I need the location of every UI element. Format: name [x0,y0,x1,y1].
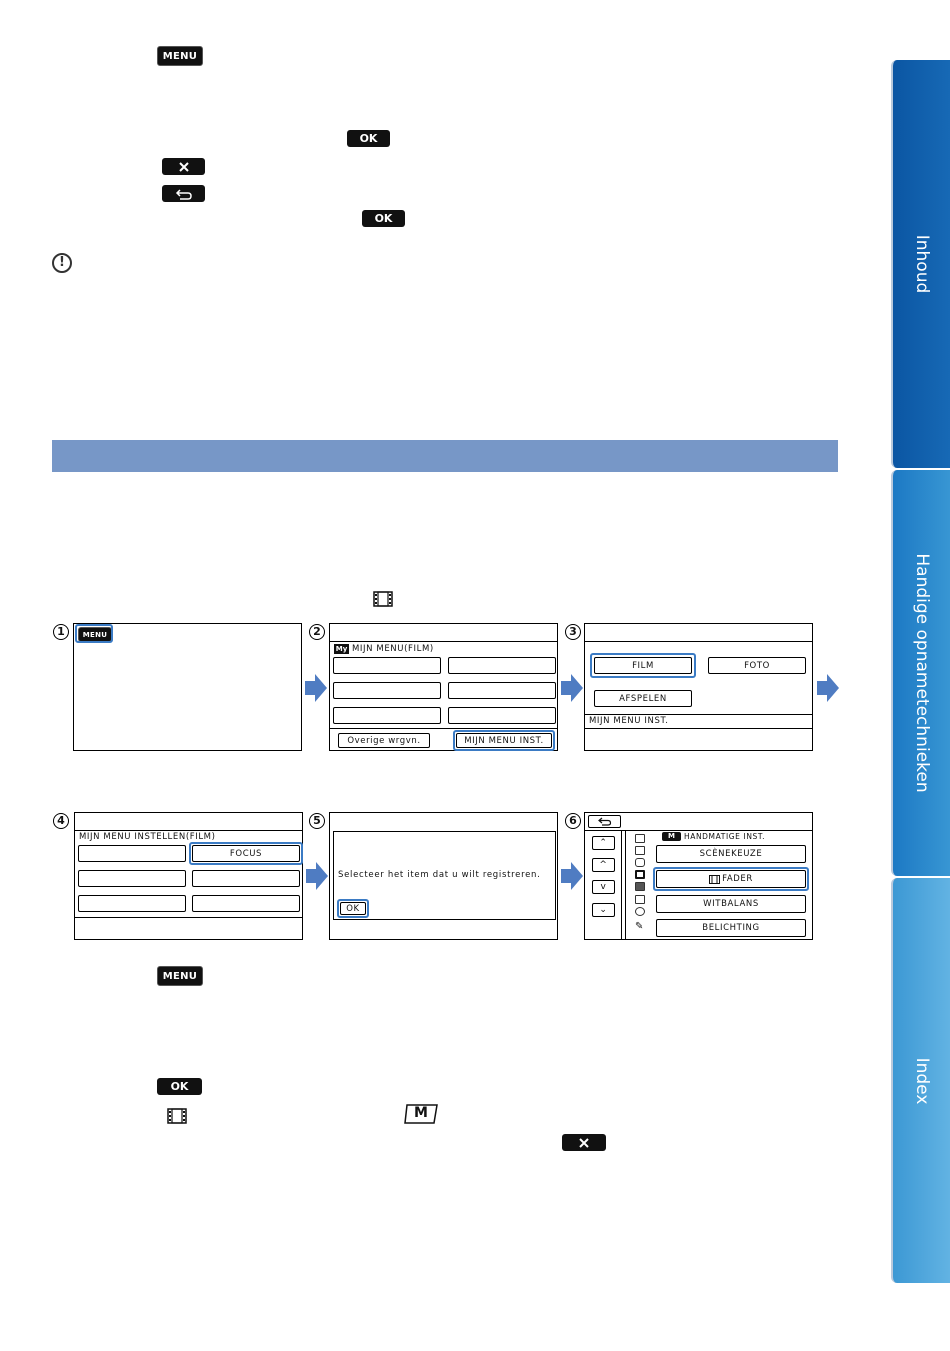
step-number-4: 4 [53,813,69,829]
highlight [453,730,555,751]
close-icon [562,1134,606,1151]
my-menu-settings-button[interactable]: MIJN MENU INST. [456,733,552,748]
menu-slot[interactable] [78,845,186,862]
menu-item[interactable]: BELICHTING [656,919,806,937]
step-number-5: 5 [309,813,325,829]
screen-step-4 [74,812,303,940]
menu-slot[interactable] [333,657,441,674]
playback-category-icon[interactable] [635,870,645,879]
warning-icon: ! [52,253,72,273]
tab-index[interactable] [891,878,950,1283]
step-number-6: 6 [565,813,581,829]
edit-category-icon[interactable] [635,882,645,891]
other-category-icon[interactable] [635,895,645,904]
menu-icon: MENU [157,966,203,986]
arrow-right-icon [561,674,583,707]
arrow-right-icon [306,862,328,895]
highlight [337,899,369,918]
scroll-up-button[interactable]: ^ [592,858,615,872]
media-category-icon[interactable] [635,907,645,916]
screen-step-1 [73,623,302,751]
step-number-2: 2 [309,624,325,640]
arrow-right-icon [561,862,583,895]
highlight [189,842,303,865]
screen-title: MIJN MENU(FILM) [352,644,434,654]
focus-slot[interactable]: FOCUS [192,845,300,862]
dialog-message: Selecteer het item dat u wilt registreren. [338,870,541,880]
screen-step-6 [584,812,813,940]
step-number-3: 3 [565,624,581,640]
highlight [75,624,113,643]
afspelen-button[interactable]: AFSPELEN [594,690,692,707]
screen-title: MIJN MENU INSTELLEN(FILM) [79,832,216,842]
menu-slot[interactable] [78,870,186,887]
scroll-down-button[interactable]: v [592,880,615,894]
my-menu-settings-label[interactable]: MIJN MENU INST. [589,716,669,726]
menu-slot[interactable] [192,895,300,912]
tab-inhoud-label: Inhoud [911,234,932,294]
arrow-right-icon [817,674,839,707]
other-recordings-button[interactable]: Overige wrgvn. [338,733,430,748]
ok-button[interactable]: OK [340,902,366,915]
menu-item[interactable]: WITBALANS [656,895,806,913]
arrow-right-icon [305,674,327,707]
page-down-button[interactable]: ⌄ [592,903,615,917]
back-button[interactable] [588,815,621,828]
screen-step-2 [329,623,558,751]
tab-handige-opnametechnieken[interactable] [891,470,950,876]
manual-icon: M [662,832,681,841]
foto-button[interactable]: FOTO [708,657,806,674]
setup-icon[interactable]: ✎ [635,921,644,932]
menu-icon[interactable]: MENU [78,627,112,642]
menu-item-label: FADER [722,874,753,884]
film-button[interactable]: FILM [594,657,692,674]
ok-icon: OK [362,210,405,227]
menu-slot[interactable] [78,895,186,912]
tab-handige-label: Handige opnametechnieken [911,553,932,793]
menu-slot[interactable] [333,682,441,699]
tab-inhoud[interactable] [891,60,950,468]
category-header: HANDMATIGE INST. [684,832,766,841]
menu-icon: MENU [157,46,203,66]
menu-slot[interactable] [192,870,300,887]
menu-slot[interactable] [333,707,441,724]
manual-category-icon[interactable] [635,834,645,843]
film-icon [167,1108,187,1129]
dialog-box [333,831,556,920]
highlight [590,653,696,678]
manual-icon-label: M [414,1105,428,1121]
page-up-button[interactable]: ⌃ [592,836,615,850]
close-icon [162,158,205,175]
menu-slot[interactable] [448,707,556,724]
photo-category-icon[interactable] [635,858,645,867]
my-menu-badge: My [335,645,348,653]
highlight [653,867,809,891]
section-header-bar [52,440,838,472]
manual-icon [403,1103,439,1125]
back-icon [162,185,205,202]
step-number-1: 1 [53,624,69,640]
menu-slot[interactable] [448,682,556,699]
menu-slot[interactable] [448,657,556,674]
shooting-category-icon[interactable] [635,846,645,855]
ok-icon: OK [157,1078,202,1095]
menu-item[interactable]: SCÈNEKEUZE [656,845,806,863]
tab-index-label: Index [911,1057,932,1104]
ok-icon: OK [347,130,390,147]
screen-step-5 [329,812,558,940]
screen-step-3 [584,623,813,751]
film-icon [373,591,393,612]
